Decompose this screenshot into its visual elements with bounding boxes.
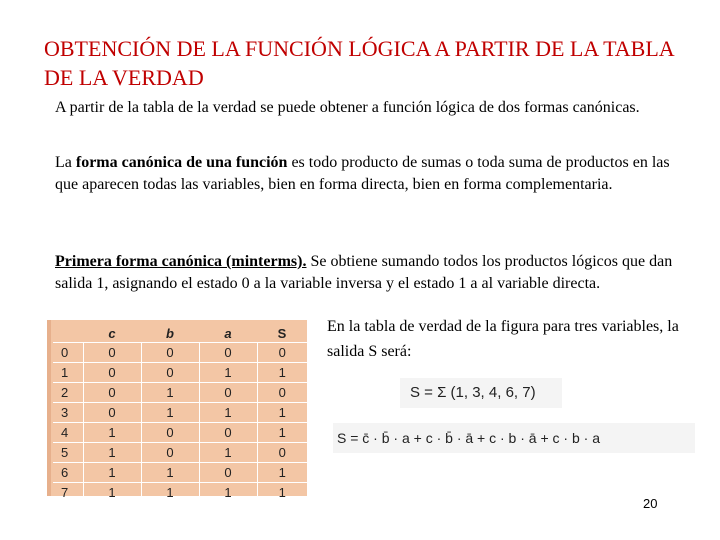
table-row: [53, 423, 307, 443]
table-cell: 1: [83, 423, 141, 443]
minterms-term: Primera forma canónica (minterms).: [55, 253, 307, 270]
minterms-rest: Se obtiene sumando todos los productos lógicos que dan salida 1, asignando el estado 0 a la variable inversa y el estado 1 a al variable directa.: [55, 253, 673, 292]
truth-table: [53, 324, 307, 502]
slide-title: OBTENCIÓN DE LA FUNCIÓN LÓGICA A PARTIR DE LA TABLA DE LA VERDAD: [44, 36, 674, 90]
table-cell: 0: [141, 423, 199, 443]
table-cell: 1: [141, 383, 199, 403]
table-cell: 1: [257, 483, 307, 503]
table-cell: 0: [199, 423, 257, 443]
header-index: [53, 324, 83, 343]
table-cell: 1: [199, 443, 257, 463]
table-cell: 2: [53, 383, 83, 403]
table-row: [53, 443, 307, 463]
header-a: a: [224, 325, 232, 341]
table-cell: 1: [83, 483, 141, 503]
header-c: c: [108, 325, 116, 341]
table-cell: 1: [199, 483, 257, 503]
table-row: [53, 403, 307, 423]
truth-table-image: [47, 320, 307, 500]
table-cell: 1: [257, 463, 307, 483]
canonical-term: forma canónica de una función: [75, 154, 288, 171]
table-cell: 0: [141, 443, 199, 463]
table-row: [53, 463, 307, 483]
truth-table-body: [53, 343, 307, 503]
page-number: 20: [643, 496, 658, 511]
table-cell: 1: [141, 483, 199, 503]
canonical-rest: es todo producto de sumas o toda suma de productos en las que aparecen todas las variables, bien en forma directa, bien en forma complementaria.: [55, 154, 670, 193]
table-cell: 1: [53, 363, 83, 383]
table-row: [53, 343, 307, 363]
table-cell: 0: [257, 343, 307, 363]
table-cell: 0: [141, 363, 199, 383]
table-row: [53, 363, 307, 383]
table-cell: 1: [257, 403, 307, 423]
table-cell: 0: [141, 343, 199, 363]
table-cell: 0: [199, 383, 257, 403]
table-cell: 0: [53, 343, 83, 363]
table-cell: 0: [83, 343, 141, 363]
table-cell: 0: [83, 403, 141, 423]
truth-table-header: [53, 324, 307, 343]
table-cell: 0: [199, 463, 257, 483]
table-cell: 6: [53, 463, 83, 483]
table-cell: 3: [53, 403, 83, 423]
header-s: S: [277, 325, 287, 341]
intro-paragraph: A partir de la tabla de la verdad se puede obtener a función lógica de dos formas canónicas.: [55, 99, 640, 116]
table-cell: 1: [257, 423, 307, 443]
table-cell: 1: [141, 403, 199, 423]
table-cell: 1: [83, 463, 141, 483]
canonical-lead: La: [55, 154, 76, 171]
table-cell: 1: [199, 403, 257, 423]
minterms-paragraph: [55, 251, 695, 295]
table-cell: 0: [257, 443, 307, 463]
table-cell: 0: [83, 383, 141, 403]
table-cell: 1: [141, 463, 199, 483]
expanded-function-formula: S = c̄ · b̄ · a + c · b̄ · ā + c · b · ā + c · b · a: [333, 423, 695, 453]
table-cell: 1: [83, 443, 141, 463]
table-cell: 1: [199, 363, 257, 383]
header-b: b: [166, 325, 174, 341]
canonical-form-paragraph: [55, 152, 695, 196]
table-row: [53, 383, 307, 403]
table-cell: 4: [53, 423, 83, 443]
table-row: [53, 483, 307, 503]
table-cell: 1: [257, 363, 307, 383]
table-cell: 0: [83, 363, 141, 383]
table-cell: 0: [257, 383, 307, 403]
table-cell: 7: [53, 483, 83, 503]
sum-of-minterms-formula: S = Σ (1, 3, 4, 6, 7): [400, 378, 562, 408]
table-cell: 0: [199, 343, 257, 363]
side-text: En la tabla de verdad de la figura para tres variables, la salida S será:: [327, 318, 679, 360]
table-cell: 5: [53, 443, 83, 463]
